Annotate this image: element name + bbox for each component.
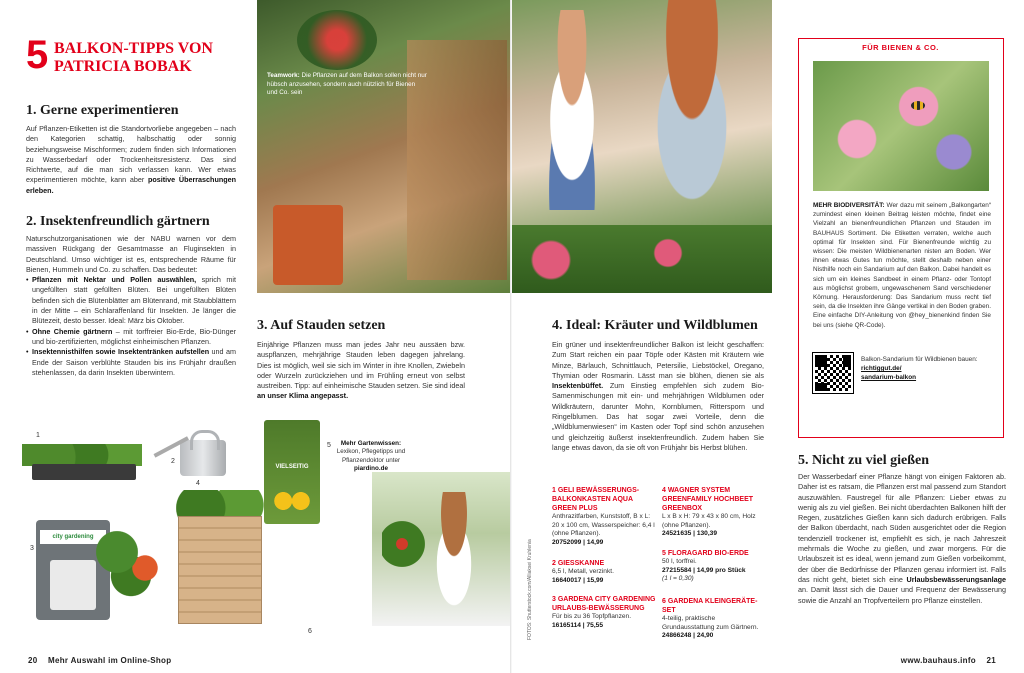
raised-bed	[172, 490, 268, 640]
list-item	[26, 347, 236, 378]
section-5-bold: Urlaubsbewässerungsanlage	[906, 574, 1006, 584]
list-item-bold: Insektennisthilfen sowie Insektentränken aufstellen	[32, 347, 210, 357]
section-4-bold: Insektenbüffet.	[552, 381, 604, 391]
section-1-heading: 1. Gerne experimentieren	[26, 103, 179, 118]
article-title	[26, 33, 256, 82]
product-note: (1 l = 0,30)	[662, 575, 694, 583]
qr-link[interactable]: sandarium-balkon	[861, 374, 917, 381]
section-4-body: Ein grüner und insektenfreundlicher Balkon ist leicht geschaffen: Zum Start reichen ein paar Töpfe oder Kästen mit Kräutern wie Minze, Bärlauch, Schnittlauch, Petersilie, Liebstöckel, Oregano, Thymian oder Rosmarin. Lässt man sie blühen, dienen sie als	[552, 340, 764, 380]
soil-bag	[264, 420, 320, 524]
product-number: 5	[327, 442, 331, 449]
qr-code[interactable]	[813, 353, 853, 393]
section-5-text	[798, 472, 1006, 606]
product-title: 6 GARDENA KLEINGERÄTE-SET	[662, 598, 758, 614]
footer-url[interactable]: www.bauhaus.info	[900, 656, 976, 665]
bee-info-box	[798, 38, 1004, 438]
section-3-body: Einjährige Pflanzen muss man jedes Jahr neu aussäen bzw. auspflanzen, mehrjährige Stauden leben dagegen jahrelang. Dies ist möglich, weil sie sich im Winter in ihre Knollen, Zwiebeln oder Wurzeln zurückziehen und im Frühling erneut von selbst austreiben. Tipp: auf einheimische Stauden setzen. Sie sind ideal	[257, 340, 465, 391]
product-item	[662, 549, 768, 584]
planter-pot	[273, 205, 343, 285]
list-item-text: sprich mit ungefüllten statt gefüllten Blüten. Bei ungefüllten Blüten befinden sich die Blütenblätter am Blütenrand, mit Staubblättern in der Mitte – ein Schlaraffenland für Insekten. Je länger die Blütezeit, desto besser. Ideal: März bis Oktober.	[32, 275, 236, 326]
section-3-heading: 3. Auf Stauden setzen	[257, 318, 386, 333]
box-label: FÜR BIENEN & CO.	[862, 43, 939, 52]
tomato-plant	[382, 512, 432, 592]
bee-icon	[911, 101, 925, 110]
hero-caption	[267, 72, 427, 98]
more-knowledge	[336, 440, 406, 474]
product-number: 2	[171, 458, 175, 465]
boy-figure	[532, 10, 612, 210]
product-item	[662, 597, 768, 641]
box-body	[32, 464, 136, 480]
section-5-body-2: an. Damit lässt sich die Dauer und Frequenz der Bewässerung sowie die Anzahl an Tropfverteilern pro Pflanze einstellen.	[798, 585, 1006, 605]
product-title: 3 GARDENA CITY GARDENING URLAUBS-BEWÄSSERUNG	[552, 596, 656, 612]
gardena-device	[50, 560, 96, 610]
can-handle	[190, 430, 220, 450]
section-5-heading: 5. Nicht zu viel gießen	[798, 453, 930, 468]
product-item	[552, 595, 658, 630]
product-title: 2 GIESSKANNE	[552, 560, 605, 567]
list-item-bold: Ohne Chemie gärtnern	[32, 326, 113, 336]
list-item	[26, 327, 236, 348]
list-item-text: – mit torffreier Bio-Erde, Bio-Dünger und bio-zertifizierten, möglichst einheimischen Pflanzen.	[32, 326, 236, 346]
product-desc: 6,5 l, Metall, verzinkt.	[552, 568, 614, 575]
footer-text[interactable]: Mehr Auswahl im Online-Shop	[48, 656, 172, 665]
section-1-bold: positive Überraschungen erleben.	[26, 175, 236, 195]
section-2-intro: Naturschutzorganisationen wie der NABU warnen vor dem massiven Rückgang der Gesamtmasse an Fluginsekten in Deutschland. Umso wichtiger ist es, entsprechende Räume für Bienen, Hummeln und Co. zu schaffen. Das bedeutet:	[26, 234, 236, 274]
footer-right	[901, 656, 996, 665]
hero-photo	[257, 0, 512, 293]
product-price: 20752099 | 14,99	[552, 538, 604, 546]
product-price: 27215584 | 14,99 pro Stück	[662, 566, 746, 574]
gardena-label: city gardening	[40, 530, 106, 544]
title-line-1: BALKON-TIPPS VON	[54, 40, 213, 57]
section-3-text	[257, 340, 465, 402]
more-text: Lexikon, Pflegetipps und Pflanzendoktor unter	[336, 448, 406, 464]
product-desc: Anthrazitfarben, Kunststoff, B x L: 20 x 100 cm, Wasserspeicher: 6,4 l (ohne Pflanzen).	[552, 513, 655, 538]
product-number: 3	[30, 545, 34, 552]
box-bold: MEHR BIODIVERSITÄT:	[813, 202, 885, 209]
hero-photo-right	[512, 0, 772, 293]
footer-left	[28, 656, 171, 665]
product-price: 24866248 | 24,90	[662, 632, 714, 640]
bee-photo	[813, 61, 989, 191]
title-line-2: PATRICIA BOBAK	[54, 58, 192, 75]
section-3-bold: an unser Klima angepasst.	[257, 391, 349, 401]
list-item	[26, 275, 236, 326]
list-item-bold: Pflanzen mit Nektar und Pollen auswählen,	[32, 275, 197, 285]
section-4-heading: 4. Ideal: Kräuter und Wildblumen	[552, 318, 758, 333]
soil-bag-flowers	[270, 484, 314, 518]
section-4-text	[552, 340, 764, 453]
box-plants	[22, 444, 142, 466]
raised-bed-box	[178, 516, 262, 624]
product-number: 6	[308, 628, 312, 635]
product-desc: 4-teilig, praktische Grundausstattung zum Gärtnern.	[662, 615, 759, 631]
product-item	[552, 486, 658, 547]
woman-figure	[424, 492, 484, 612]
product-item	[662, 486, 768, 539]
section-2-list	[26, 275, 236, 378]
list-item-text: und am Ende der Saison verblühte Stauden bis ins Frühjahr draußen stehenlassen, da darin Insekten überwintern.	[32, 347, 236, 377]
product-price: 16165114 | 75,55	[552, 621, 603, 629]
photo-credit: FOTOS: Shutterstock.com/Alliaksei Kruhlenia	[527, 539, 533, 640]
right-page	[512, 0, 1024, 673]
more-title: Mehr Gartenwissen:	[340, 440, 402, 447]
section-5-body: Der Wasserbedarf einer Pflanze hängt von einigen Faktoren ab. Daher ist es ratsam, die Pflanzen erst mal passend zum Standort auszuwählen. Faustregel für alle Pflanzen: Lieber etwas zu wenig als zu viel gießen. Bei nicht überdachten Balkonen hilft der Regen, zusätzliches Gießen kann sich dadurch erübrigen. Falls der Balkon überdacht, nach Süden ausgerichtet oder die Region tendenziell trockener ist, empfiehlt es sich, je nach Jahreszeit mehrmals die Woche zu gießen, und zwar morgens. Für die Urlaubszeit ist es ideal, wenn jemand zum Gießen vorbeikommt, der über die Bedürfnisse der Pflanzen genau informiert ist. Falls das nicht geht, bietet sich eine	[798, 472, 1006, 584]
qr-link[interactable]: richtiggut.de/	[861, 365, 902, 372]
section-2-heading: 2. Insektenfreundlich gärtnern	[26, 214, 210, 229]
box-text	[813, 201, 991, 330]
more-link[interactable]: piardino.de	[354, 465, 388, 473]
product-desc: L x B x H: 79 x 43 x 80 cm, Holz (ohne Pflanzen).	[662, 513, 756, 529]
soil-bag-label: VIELSEITIG	[275, 464, 309, 470]
page-number: 21	[986, 656, 996, 665]
woman-figure	[632, 0, 752, 230]
section-4-body-2: Zum Einstieg empfehlen sich zudem Bio-Samenmischungen mit ein- und mehrjährigen Wildblumen oder Wildkräutern, darunter Mohn, Kornblumen, Rittersporn und Ringelblumen. Das hat sogar zwei Vorteile, denn die „Wildblumenwiesen“ im Kasten oder Topf sind schön anzusehen und gleichzeitig äußerst insektenfreundlich. Zudem haben Sie lange etwas davon, da sie oft von Frühjahr bis Herbst blühen.	[552, 381, 764, 452]
product-number: 4	[196, 480, 200, 487]
page-number: 20	[28, 656, 38, 665]
product-title: 4 WAGNER SYSTEM GREENFAMILY HOCHBEET GREENBOX	[662, 487, 754, 512]
section-1-body: Auf Pflanzen-Etiketten ist die Standortvorliebe angegeben – nach den Kategorien schattig, halbschattig oder sonnig beziehungsweise Mischformen; zudem finden sich Informationen zu Wasserbedarf oder Trockenheitsresistenz. Das sind Richtwerte, auf die man sich verlassen kann. Wer etwas experimentieren möchte, kann aber	[26, 124, 236, 185]
caption-text: Die Pflanzen auf dem Balkon sollen nicht nur hübsch anzusehen, sondern auch nützlich für Bienen und Co. sein	[267, 72, 427, 96]
qr-caption-text: Balkon-Sandarium für Wildbienen bauen:	[861, 356, 978, 363]
title-number: 5	[26, 33, 49, 77]
section-2-text	[26, 234, 236, 378]
product-balcony-box	[22, 444, 142, 484]
product-desc: Für bis zu 36 Topfpflanzen.	[552, 613, 632, 620]
section-1-text	[26, 124, 236, 196]
caption-bold: Teamwork:	[267, 72, 300, 79]
gardening-photo	[372, 472, 512, 626]
product-number: 1	[36, 432, 40, 439]
product-item	[552, 559, 658, 585]
box-body: Wer dazu mit seinem „Balkongarten“ zumindest einen kleinen Beitrag leisten möchte, findet eine Vielzahl an bienenfreundlichen Pflanzen und Stauden im BAUHAUS Sortiment. Die Etiketten verraten, welche auch optimal für Insekten sind. Für Bienenfreunde wichtig zu wissen: Die meisten Wildbienenarten nisten am Boden. Wer ihnen etwas Gutes tun möchte, stellt deshalb neben einer Nisthilfe noch ein Sandarium auf den Balkon. Dabei handelt es sich um ein kleines Sandbeet in einem Pflanz- oder Tontopf aus möglichst grobem, ungewaschenem Sand verschiedener Körnung. Herausforderung: Das Sandarium muss recht tief sein, da die Insekten ihre Gänge vertikal in den Boden graben. Eine einfache DIY-Anleitung von @hey_bienenkind finden Sie bei uns (siehe QR-Code).	[813, 202, 991, 329]
qr-caption	[861, 355, 991, 382]
product-desc: 50 l, torffrei.	[662, 558, 697, 565]
raised-bed-plants	[96, 520, 166, 600]
product-title: 5 FLORAGARD BIO-ERDE	[662, 550, 749, 557]
product-price: 16640017 | 15,99	[552, 576, 604, 584]
product-title: 1 GELI BEWÄSSERUNGS-BALKONKASTEN AQUA GREEN PLUS	[552, 487, 640, 512]
flower-cluster	[297, 10, 377, 70]
watering-can	[150, 430, 240, 478]
product-price: 24521635 | 130,39	[662, 530, 718, 538]
flower-bed	[512, 225, 772, 293]
